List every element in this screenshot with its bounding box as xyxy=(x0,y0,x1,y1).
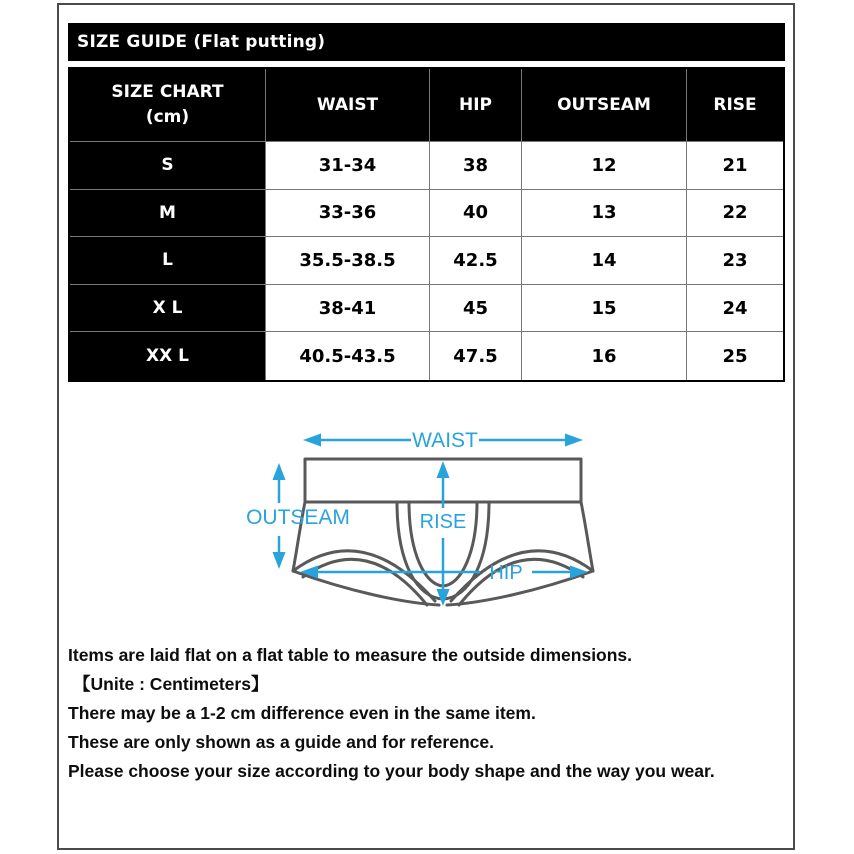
measurement-arrows xyxy=(246,429,588,606)
col-header-hip: HIP xyxy=(430,69,522,142)
cell-l-hip: 42.5 xyxy=(430,237,522,285)
page-title xyxy=(68,23,785,61)
cell-s-waist: 31-34 xyxy=(266,142,430,190)
outseam-label: OUTSEAM xyxy=(246,506,350,529)
cell-xxl-hip: 47.5 xyxy=(430,332,522,380)
col-header-waist: WAIST xyxy=(266,69,430,142)
outseam-arrowhead-up xyxy=(273,463,286,480)
note-line-5: Please choose your size according to your body shape and the way you wear. xyxy=(68,761,715,781)
cell-s-outseam: 12 xyxy=(522,142,687,190)
col-header-outseam: OUTSEAM xyxy=(522,69,687,142)
measurement-notes xyxy=(68,641,780,786)
outseam-arrowhead-down xyxy=(273,552,286,569)
cell-xxl-outseam: 16 xyxy=(522,332,687,380)
cell-xxl-waist: 40.5-43.5 xyxy=(266,332,430,380)
cell-xxl-rise: 25 xyxy=(687,332,783,380)
waist-label: WAIST xyxy=(412,429,478,452)
cell-xl-outseam: 15 xyxy=(522,285,687,333)
col-header-size-chart-line2: (cm) xyxy=(145,107,190,127)
row-header-l: L xyxy=(70,237,266,285)
hip-label: HIP xyxy=(489,562,523,584)
cell-xl-rise: 24 xyxy=(687,285,783,333)
col-header-size-chart-line1: SIZE CHART xyxy=(111,82,224,102)
cell-l-outseam: 14 xyxy=(522,237,687,285)
waist-arrowhead-left xyxy=(303,434,321,447)
col-header-size-chart xyxy=(70,69,266,142)
row-header-xl: X L xyxy=(70,285,266,333)
size-guide-panel xyxy=(57,3,795,850)
cell-m-outseam: 13 xyxy=(522,190,687,238)
right-side-seam xyxy=(581,502,593,571)
cell-m-rise: 22 xyxy=(687,190,783,238)
cell-m-waist: 33-36 xyxy=(266,190,430,238)
row-header-s: S xyxy=(70,142,266,190)
cell-xl-waist: 38-41 xyxy=(266,285,430,333)
size-chart-table xyxy=(68,67,785,382)
cell-s-hip: 38 xyxy=(430,142,522,190)
rise-arrowhead-up xyxy=(437,461,450,478)
col-header-rise: RISE xyxy=(687,69,783,142)
row-header-xxl: XX L xyxy=(70,332,266,380)
row-header-m: M xyxy=(70,190,266,238)
note-line-3: There may be a 1-2 cm difference even in the same item. xyxy=(68,703,536,723)
note-line-2: 【Unite : Centimeters】 xyxy=(73,674,269,694)
measurement-diagram xyxy=(243,419,597,628)
note-line-4: These are only shown as a guide and for reference. xyxy=(68,732,494,752)
page-title-text: SIZE GUIDE (Flat putting) xyxy=(77,32,326,52)
underwear-diagram-svg xyxy=(243,419,597,624)
cell-l-waist: 35.5-38.5 xyxy=(266,237,430,285)
cell-m-hip: 40 xyxy=(430,190,522,238)
note-line-1: Items are laid flat on a flat table to measure the outside dimensions. xyxy=(68,645,633,665)
waist-arrowhead-right xyxy=(565,434,583,447)
cell-s-rise: 21 xyxy=(687,142,783,190)
rise-label: RISE xyxy=(419,511,467,533)
cell-l-rise: 23 xyxy=(687,237,783,285)
cell-xl-hip: 45 xyxy=(430,285,522,333)
